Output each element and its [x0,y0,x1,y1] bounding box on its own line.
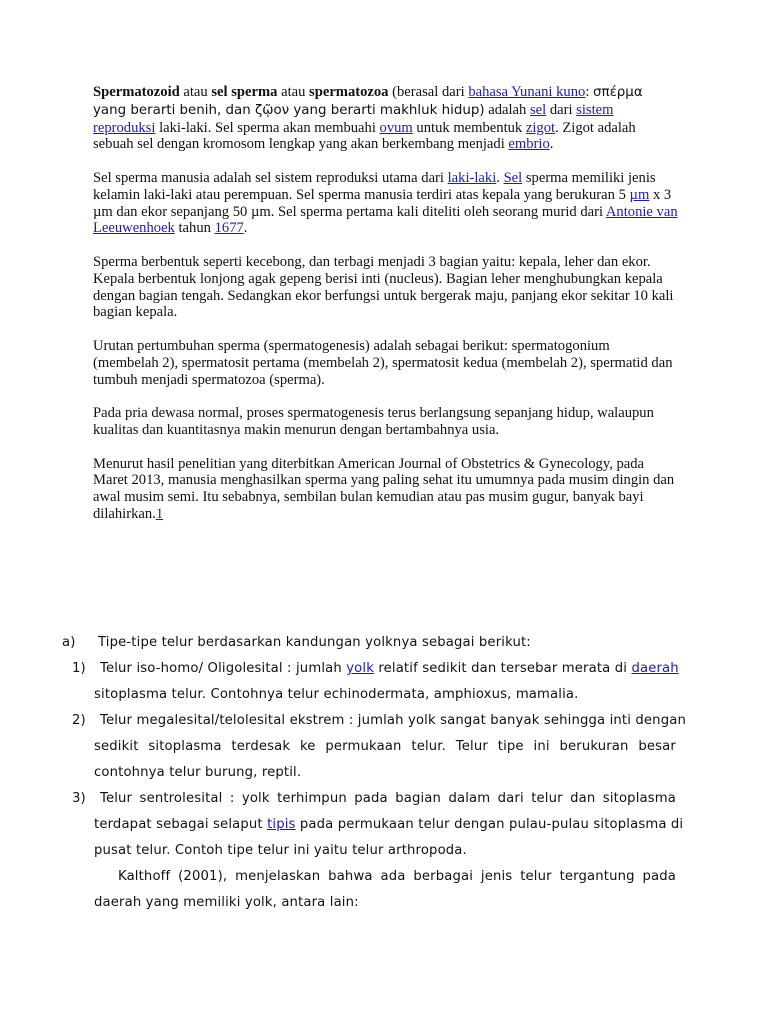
text: relatif sedikit dan tersebar merata di [374,661,632,676]
text: atau [179,84,212,100]
kalthoff-line-2: daerah yang memiliki yolk, antara lain: [94,895,359,910]
item-number-3: 3) [72,791,86,806]
paragraph-bentuk-sperma: Sperma berbentuk seperti kecebong, dan terbagi menjadi 3 bagian yaitu: kepala, leher dan ekor. Kepala berbentuk lonjong agak gepeng berisi inti (nucleus). Bagian leher menghubungkan kepala dengan bagian tengah. Sedangkan ekor berfungsi untuk bergerak maju, panjang ekor sekitar 10 kali bagian kepala. [93,253,674,321]
item-2-line-3: contohnya telur burung, reptil. [94,765,302,780]
link-ovum[interactable]: ovum [379,119,413,136]
link-sistem-reproduksi[interactable]: sistem reproduksi [93,101,614,136]
term-spermatozoid: Spermatozoid [93,84,180,100]
text: . [496,169,504,186]
item-2-line-1: Telur megalesital/telolesital ekstrem : jumlah yolk sangat banyak sehingga inti dengan [100,713,686,728]
text: (berasal dari [388,84,469,100]
link-1677[interactable]: 1677 [214,220,244,237]
text: : [585,84,594,100]
paragraph-sel-sperma-manusia [93,170,678,237]
list-heading-a [62,633,531,653]
item-3-line-2 [94,815,684,835]
term-sel-sperma: sel sperma [211,84,278,100]
text: Menurut hasil penelitian yang diterbitkan American Journal of Obstetrics & Gynecology, pada Maret 2013, manusia menghasilkan sperma yang paling sehat itu umumnya pada musim dingin dan awal musim semi. Itu sebabnya, sembilan bulan kemudian atau pas musim gugur, banyak bayi dilahirkan. [93,455,675,522]
link-sel-2[interactable]: Sel [503,169,523,186]
text: atau [277,84,310,100]
paragraph-spermatozoid [93,84,678,153]
text: Telur iso-homo/ Oligolesital : jumlah [100,661,347,676]
text: x 3 µm dan ekor sepanjang 50 µm. Sel sperma pertama kali diteliti oleh seorang murid dari [93,186,672,220]
link-tipis[interactable]: tipis [267,817,296,832]
link-sel[interactable]: sel [529,101,547,118]
item-3-line-1: Telur sentrolesital : yolk terhimpun pada bagian dalam dari telur dan sitoplasma [100,791,676,806]
upper-section [93,84,678,540]
term-spermatozoa: spermatozoa [309,84,389,100]
text: . [549,136,554,153]
link-yolk[interactable]: yolk [346,661,374,676]
text: dari [546,101,577,118]
text: pada permukaan telur dengan pulau-pulau sitoplasma di [295,817,684,832]
item-1-line-2: sitoplasma telur. Contohnya telur echinodermata, amphioxus, mamalia. [94,687,579,702]
item-1-line-1 [100,659,679,679]
paragraph-penelitian [93,456,678,523]
text: sperma memiliki jenis kelamin laki-laki atau perempuan. Sel sperma manusia terdiri atas kepala yang berukuran 5 [93,169,656,203]
item-number-1: 1) [72,661,86,676]
link-zigot[interactable]: zigot [525,119,556,136]
text: . [243,220,248,237]
link-embrio[interactable]: embrio [508,136,550,153]
text: terdapat sebagai selaput [94,817,268,832]
text: . Zigot adalah sebuah sel dengan kromosom lengkap yang akan berkembang menjadi [93,119,636,153]
item-number-2: 2) [72,713,86,728]
list-heading-text: Tipe-tipe telur berdasarkan kandungan yolknya sebagai berikut: [98,635,531,650]
text: tahun [174,220,215,237]
text: laki-laki. Sel sperma akan membuahi [155,119,380,136]
greek-etymology: σπέρμα yang berarti benih, dan ζῷον yang berarti makhluk hidup) [93,85,643,118]
link-micrometer[interactable]: µm [629,186,650,203]
item-3-line-3: pusat telur. Contoh tipe telur ini yaitu telur arthropoda. [94,843,467,858]
paragraph-pria-dewasa: Pada pria dewasa normal, proses spermatogenesis terus berlangsung sepanjang hidup, walaupun kualitas dan kuantitasnya makin menurun dengan bertambahnya usia. [93,405,654,438]
text: adalah [484,101,530,118]
list-marker-a: a) [62,635,76,650]
kalthoff-line-1: Kalthoff (2001), menjelaskan bahwa ada berbagai jenis telur tergantung pada [118,869,676,884]
footnote-link-1[interactable]: 1 [155,505,164,522]
link-daerah[interactable]: daerah [631,661,679,676]
text: untuk membentuk [412,119,526,136]
paragraph-spermatogenesis: Urutan pertumbuhan sperma (spermatogenesis) adalah sebagai berikut: spermatogonium (membelah 2), spermatosit pertama (membelah 2), spermatosit kedua (membelah 2), spermatid dan tumbuh menjadi spermatozoa (sperma). [93,337,673,388]
link-bahasa-yunani-kuno[interactable]: bahasa Yunani kuno [468,84,586,100]
link-laki-laki[interactable]: laki-laki [447,169,497,186]
link-antonie-van-leeuwenhoek[interactable]: Antonie van Leeuwenhoek [93,203,678,237]
text: Sel sperma manusia adalah sel sistem reproduksi utama dari [93,169,448,186]
item-2-line-2: sedikit sitoplasma terdesak ke permukaan telur. Telur tipe ini berukuran besar [94,739,676,754]
